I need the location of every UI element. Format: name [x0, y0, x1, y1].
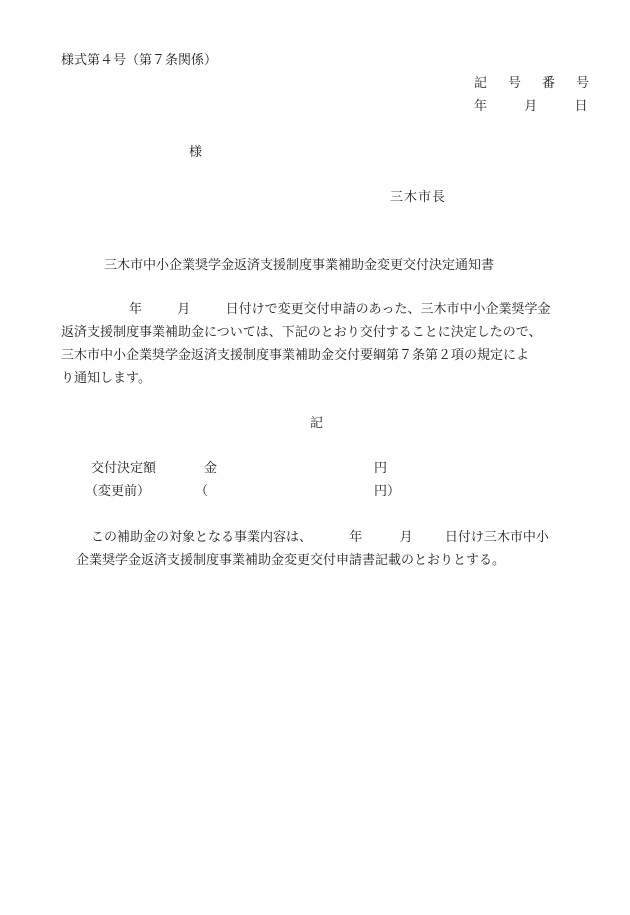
closing-text-2: 日付け三木市中小	[444, 530, 549, 545]
reference-number: 記 号 番 号	[474, 76, 594, 91]
body-month: 月	[177, 302, 191, 317]
form-number: 様式第４号（第７条関係）	[61, 53, 218, 68]
recipient-salutation: 様	[189, 145, 203, 160]
ki-heading: 記	[310, 416, 324, 431]
body-line-1-text: 日付けで変更交付申請のあった、三木市中小企業奨学金	[225, 302, 551, 317]
closing-year: 年	[349, 530, 363, 545]
date-year: 年	[474, 99, 488, 114]
date-day: 日	[574, 99, 588, 114]
previous-label: （変更前）	[85, 484, 151, 499]
amount-label: 交付決定額	[91, 461, 157, 476]
previous-unit: 円）	[374, 484, 401, 499]
closing-line-1	[91, 530, 549, 546]
closing-text-1: この補助金の対象となる事業内容は、	[91, 530, 313, 545]
amount-unit: 円	[374, 461, 388, 476]
body-year: 年	[129, 302, 143, 317]
body-line-3: 三木市中小企業奨学金返済支援制度事業補助金交付要綱第７条第２項の規定によ	[61, 348, 530, 363]
body-line-4: り通知します。	[61, 371, 151, 386]
date-month: 月	[524, 99, 538, 114]
document-title: 三木市中小企業奨学金返済支援制度事業補助金変更交付決定通知書	[104, 258, 495, 273]
issue-date	[474, 99, 588, 115]
closing-line-2: 企業奨学金返済支援制度事業補助金変更交付申請書記載のとおりとする。	[76, 553, 506, 568]
issuer: 三木市長	[390, 190, 447, 205]
closing-month: 月	[399, 530, 413, 545]
body-line-1	[129, 302, 550, 318]
body-line-2: 返済支援制度事業補助金については、下記のとおり交付することに決定したので、	[61, 325, 542, 340]
amount-prefix: 金	[204, 461, 218, 476]
previous-open-paren: （	[195, 484, 209, 499]
